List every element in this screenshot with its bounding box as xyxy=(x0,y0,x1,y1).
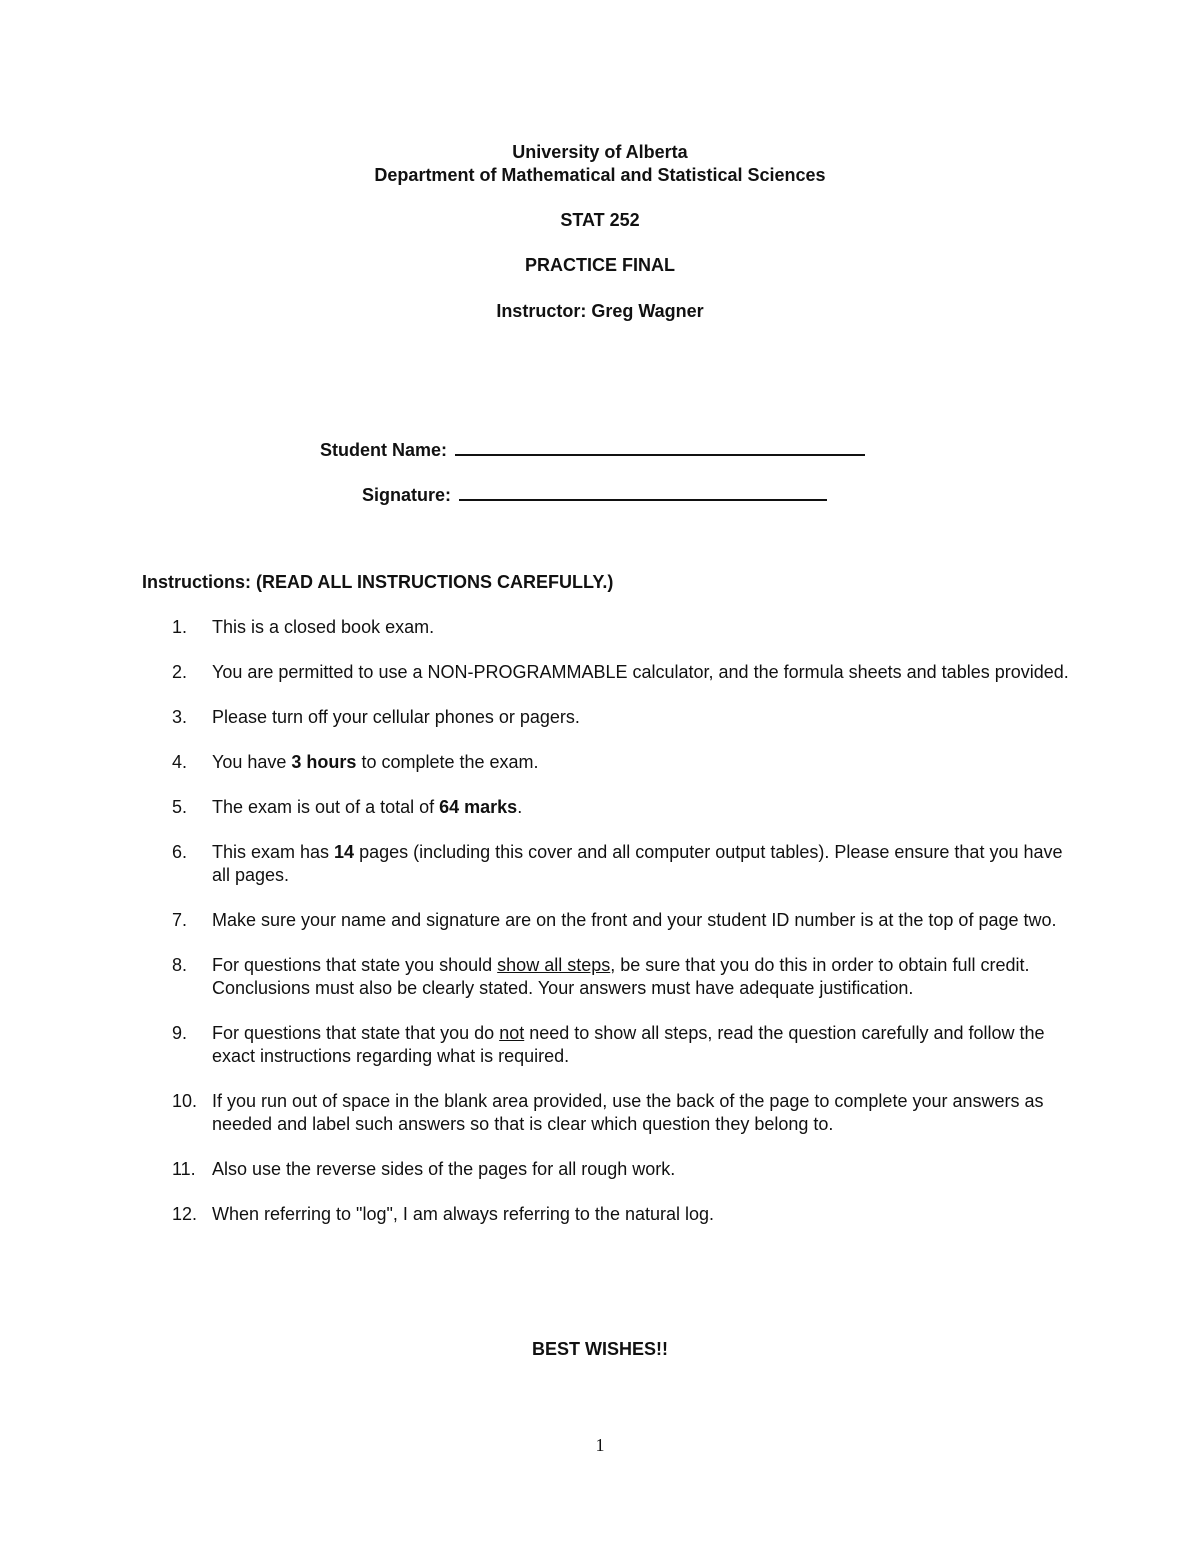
instruction-emphasis: 64 marks xyxy=(439,797,518,817)
student-name-label: Student Name: xyxy=(320,440,448,460)
exam-title: PRACTICE FINAL xyxy=(525,255,675,275)
instruction-text xyxy=(212,707,580,727)
instruction-text-part: Make sure your name and signature are on the front and your student ID number is at the top of page two. xyxy=(212,910,1057,930)
instruction-text-part: This is a closed book exam. xyxy=(212,617,435,637)
department-name: Department of Mathematical and Statistical Sciences xyxy=(374,165,826,185)
header-institution xyxy=(0,141,1200,187)
instruction-item-1 xyxy=(142,616,1072,639)
instruction-emphasis: 3 hours xyxy=(291,752,357,772)
instruction-item-3 xyxy=(142,706,1072,729)
instruction-text xyxy=(212,1023,1045,1066)
instruction-item-8 xyxy=(142,954,1072,1000)
instruction-text xyxy=(212,662,1069,682)
instruction-item-12 xyxy=(142,1203,1072,1226)
instruction-text-part: This exam has xyxy=(212,842,335,862)
student-name-blank[interactable] xyxy=(455,436,865,456)
instruction-item-5 xyxy=(142,796,1072,819)
instruction-text xyxy=(212,1091,1044,1134)
instruction-emphasis: 14 xyxy=(334,842,355,862)
instruction-underlined: not xyxy=(499,1023,525,1043)
instruction-number: 2. xyxy=(172,662,188,682)
instruction-text-part: Please turn off your cellular phones or pagers. xyxy=(212,707,580,727)
instruction-text xyxy=(212,797,522,817)
instruction-text xyxy=(212,955,1029,998)
instruction-item-6 xyxy=(142,841,1072,887)
instruction-text-part: to complete the exam. xyxy=(356,752,539,772)
instruction-text-part: Also use the reverse sides of the pages for all rough work. xyxy=(212,1159,676,1179)
instruction-text xyxy=(212,1204,714,1224)
instruction-text-part: need to show all steps, read the question carefully and follow the exact instructions regarding what is required. xyxy=(212,1023,1045,1066)
signature-row xyxy=(362,481,827,506)
instruction-number: 9. xyxy=(172,1023,188,1043)
instruction-text-part: You have xyxy=(212,752,292,772)
instruction-item-9 xyxy=(142,1022,1072,1068)
instruction-text-part: The exam is out of a total of xyxy=(212,797,440,817)
instruction-number: 10. xyxy=(172,1091,198,1111)
instruction-text-part: . xyxy=(517,797,523,817)
instruction-number: 6. xyxy=(172,842,188,862)
instruction-text xyxy=(212,910,1057,930)
instruction-item-2 xyxy=(142,661,1072,684)
instruction-item-4 xyxy=(142,751,1072,774)
page-number: 1 xyxy=(595,1435,605,1455)
instructor-line: Instructor: Greg Wagner xyxy=(496,301,704,321)
instruction-text xyxy=(212,1159,675,1179)
instructions-list xyxy=(142,616,1072,1248)
instruction-item-10 xyxy=(142,1090,1072,1136)
instruction-text-part: When referring to "log", I am always referring to the natural log. xyxy=(212,1204,715,1224)
instruction-text-part: pages (including this cover and all computer output tables). Please ensure that you have all pages. xyxy=(212,842,1063,885)
instruction-text xyxy=(212,842,1063,885)
instruction-item-7 xyxy=(142,909,1072,932)
instruction-text-part: If you run out of space in the blank area provided, use the back of the page to complete your answers as needed and label such answers so that is clear which question they belong to. xyxy=(212,1091,1044,1134)
signature-blank[interactable] xyxy=(459,481,827,501)
instruction-number: 11. xyxy=(172,1159,196,1179)
instruction-text xyxy=(212,752,539,772)
course-code: STAT 252 xyxy=(560,210,640,230)
instruction-text-part: , be sure that you do this in order to obtain full credit. Conclusions must also be clearly stated. Your answers must have adequate justification. xyxy=(212,955,1030,998)
instruction-number: 8. xyxy=(172,955,188,975)
instruction-number: 4. xyxy=(172,752,188,772)
instructions-heading: Instructions: (READ ALL INSTRUCTIONS CAREFULLY.) xyxy=(142,572,614,592)
instruction-text-part: You are permitted to use a NON-PROGRAMMABLE calculator, and the formula sheets and tables provided. xyxy=(212,662,1069,682)
instruction-text-part: For questions that state that you do xyxy=(212,1023,500,1043)
instruction-number: 3. xyxy=(172,707,188,727)
university-name: University of Alberta xyxy=(512,142,688,162)
instruction-number: 7. xyxy=(172,910,188,930)
closing-message: BEST WISHES!! xyxy=(531,1339,668,1359)
instruction-number: 12. xyxy=(172,1204,198,1224)
instruction-underlined: show all steps xyxy=(497,955,611,975)
instruction-number: 1. xyxy=(172,617,188,637)
instruction-number: 5. xyxy=(172,797,188,817)
instruction-item-11 xyxy=(142,1158,1072,1181)
student-name-row xyxy=(320,436,865,461)
signature-label: Signature: xyxy=(362,485,452,505)
instruction-text xyxy=(212,617,434,637)
instruction-text-part: For questions that state you should xyxy=(212,955,498,975)
